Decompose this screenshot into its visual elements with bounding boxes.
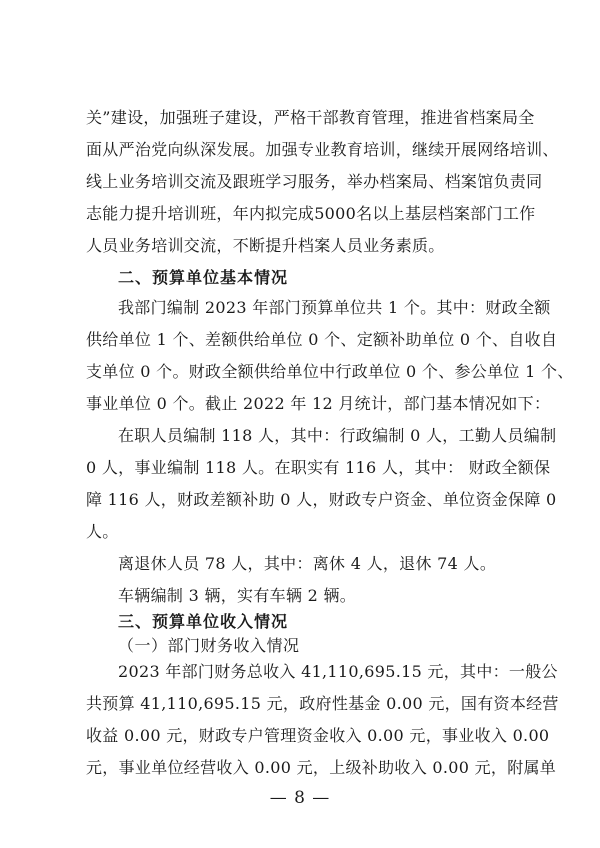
- paragraph-line: 在职人员编制 118 人，其中：行政编制 0 人，工勤人员编制: [118, 426, 557, 445]
- paragraph-line: 面从严治党向纵深发展。加强专业教育培训，继续开展网络培训、: [86, 140, 559, 159]
- paragraph-line: 共预算 41,110,695.15 元，政府性基金 0.00 元，国有资本经营: [86, 694, 559, 713]
- paragraph-line: 人。: [86, 522, 119, 541]
- page-number: — 8 —: [269, 788, 331, 808]
- paragraph-line: 人员业务培训交流，不断提升档案人员业务素质。: [86, 236, 445, 255]
- paragraph-line: 我部门编制 2023 年部门预算单位共 1 个。其中：财政全额: [118, 298, 551, 317]
- paragraph-line: 0 人，事业编制 118 人。在职实有 116 人，其中： 财政全额保: [86, 458, 551, 477]
- paragraph-line: 2023 年部门财务总收入 41,110,695.15 元，其中：一般公: [118, 662, 558, 681]
- paragraph-line: 支单位 0 个。财政全额供给单位中行政单位 0 个、参公单位 1 个、: [86, 362, 574, 381]
- paragraph-line: 车辆编制 3 辆，实有车辆 2 辆。: [118, 586, 357, 605]
- paragraph-line: 志能力提升培训班，年内拟完成5000名以上基层档案部门工作: [86, 204, 536, 223]
- section-heading: 二、预算单位基本情况: [118, 268, 289, 287]
- paragraph-line: 事业单位 0 个。截止 2022 年 12 月统计，部门基本情况如下：: [86, 394, 551, 413]
- subsection-heading: （一）部门财务收入情况: [118, 636, 300, 655]
- section-heading: 三、预算单位收入情况: [118, 612, 289, 631]
- paragraph-line: 线上业务培训交流及跟班学习服务，举办档案局、档案馆负责同: [86, 172, 543, 191]
- paragraph-line: 障 116 人，财政差额补助 0 人，财政专户资金、单位资金保障 0: [86, 490, 557, 509]
- paragraph-line: 元，事业单位经营收入 0.00 元，上级补助收入 0.00 元，附属单: [86, 758, 557, 777]
- paragraph-line: 收益 0.00 元，财政专户管理资金收入 0.00 元，事业收入 0.00: [86, 726, 550, 745]
- paragraph-line: 关”建设，加强班子建设，严格干部教育管理，推进省档案局全: [86, 108, 535, 127]
- paragraph-line: 供给单位 1 个、差额供给单位 0 个、定额补助单位 0 个、自收自: [86, 330, 558, 349]
- paragraph-line: 离退休人员 78 人，其中：离休 4 人，退休 74 人。: [118, 554, 497, 573]
